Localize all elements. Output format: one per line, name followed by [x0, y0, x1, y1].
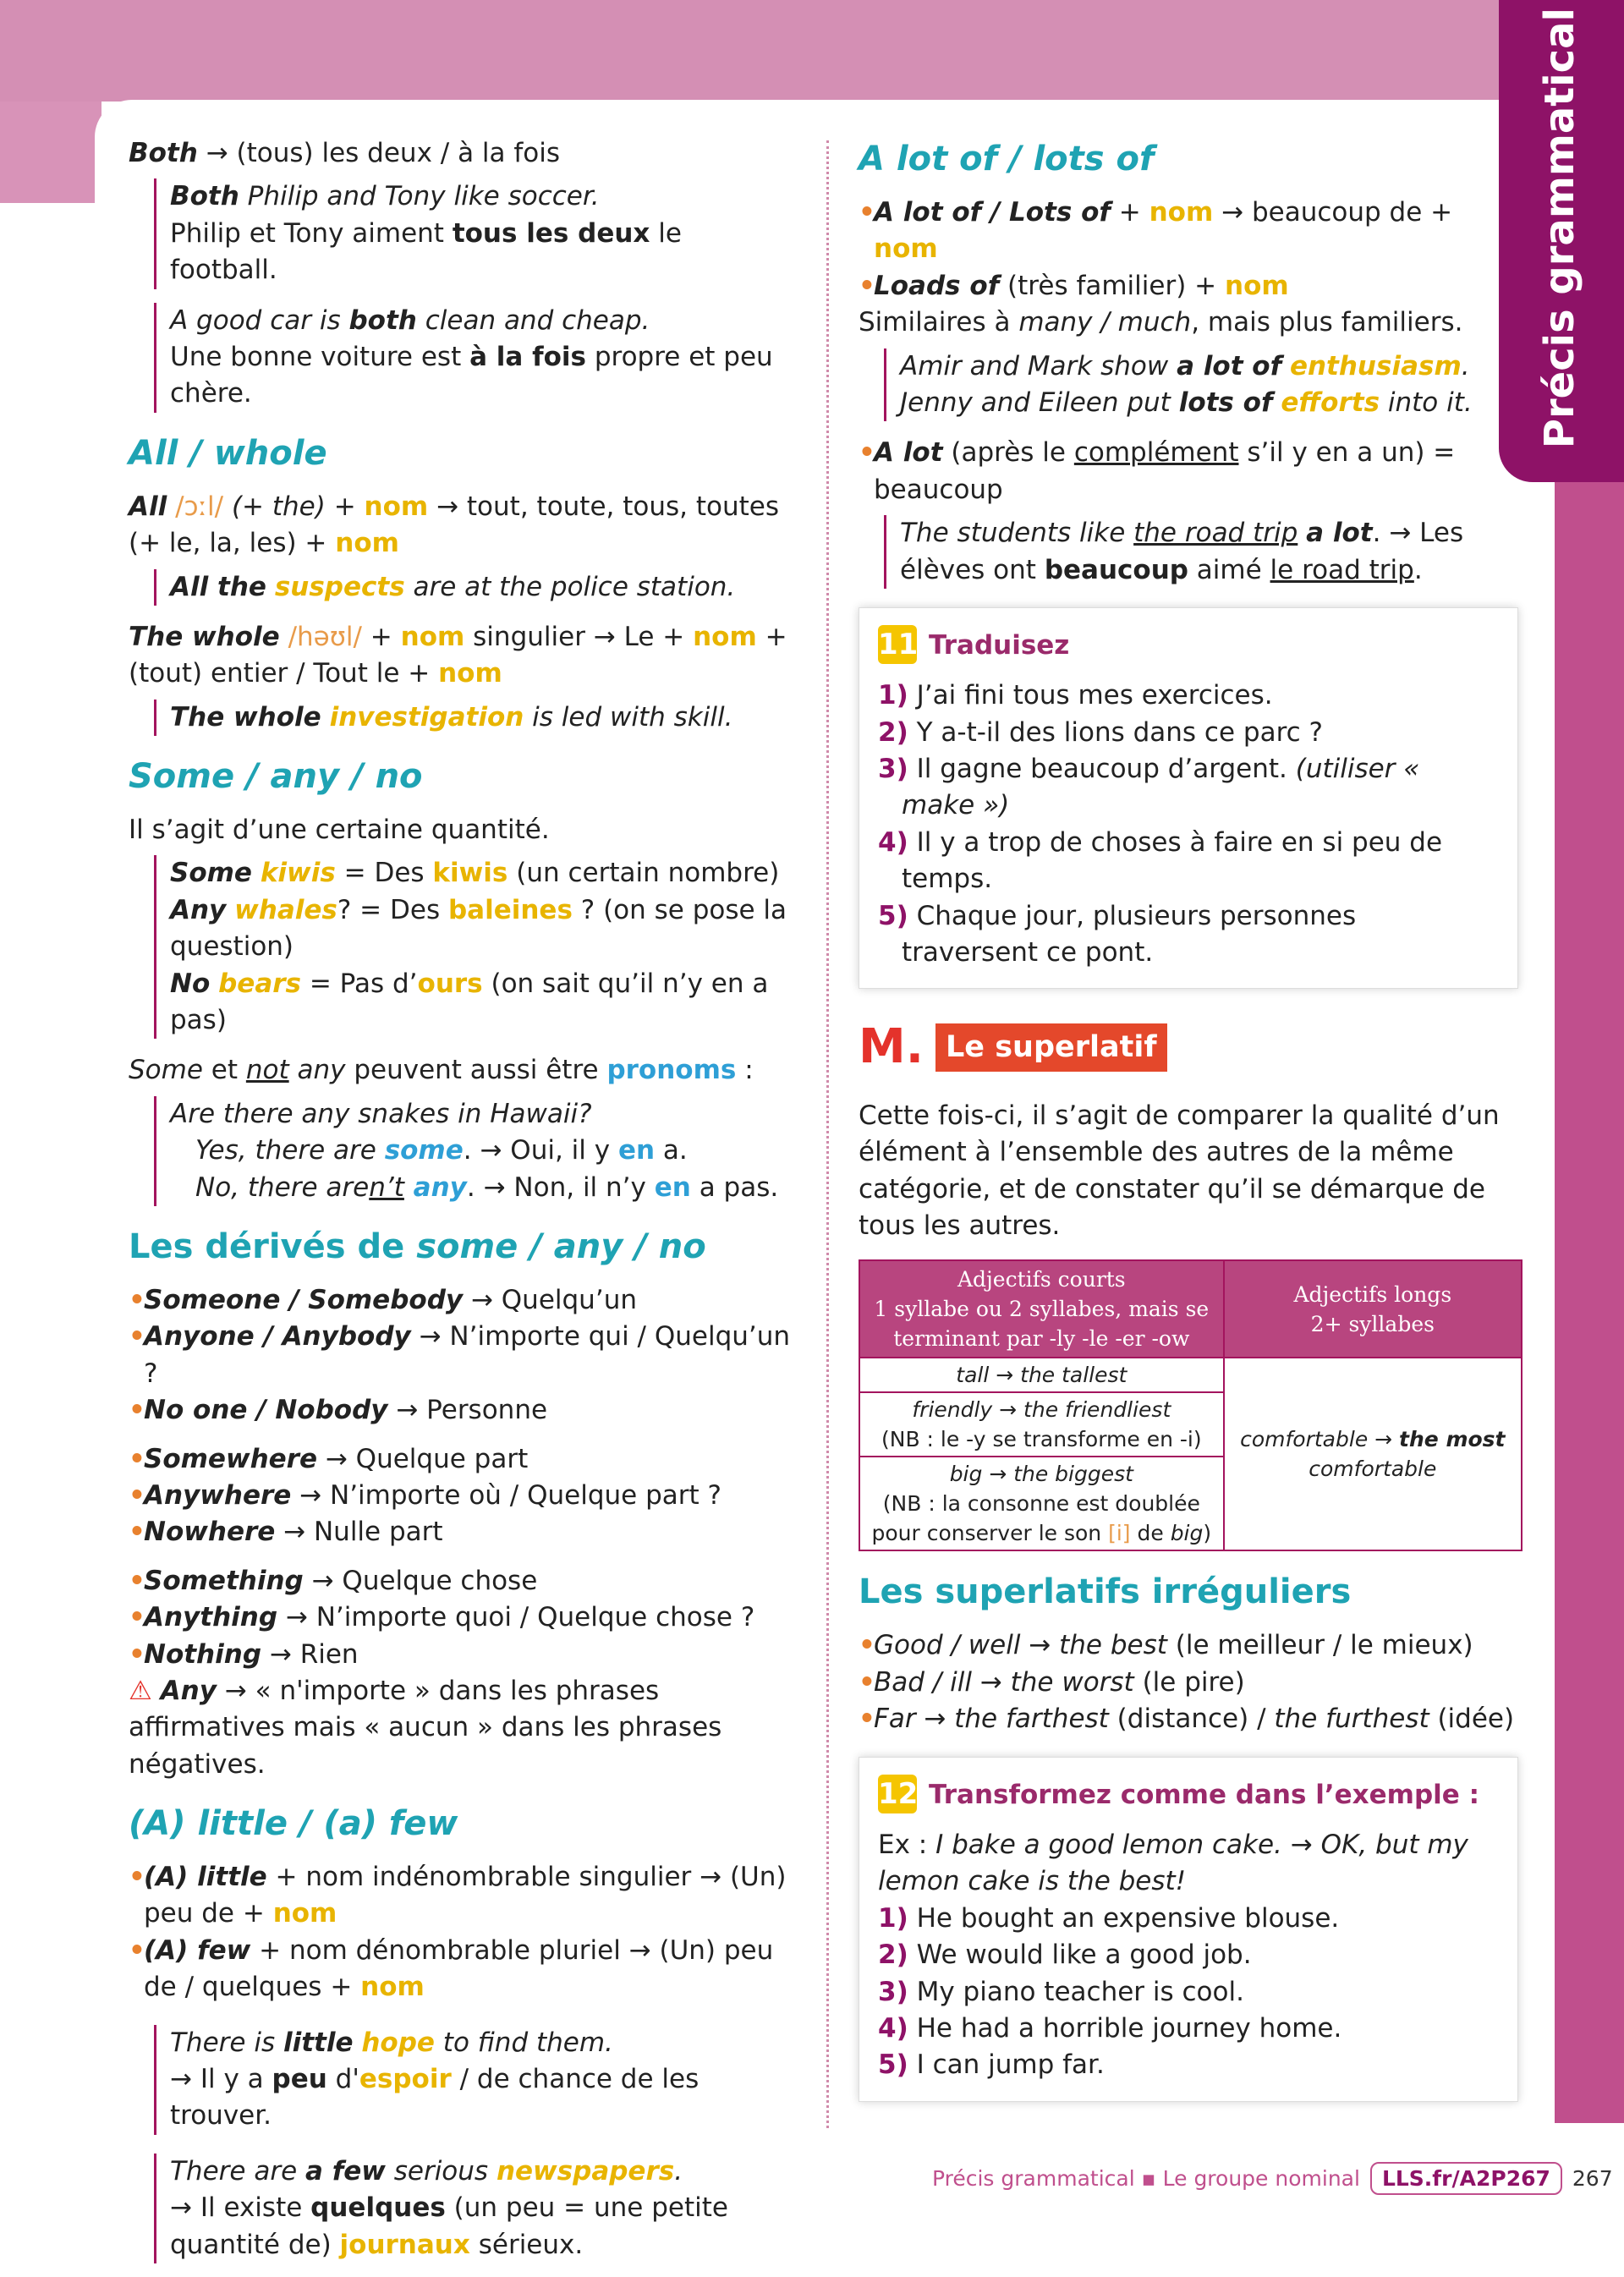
table-header-long: Adjectifs longs 2+ syllabes [1224, 1260, 1522, 1358]
exercise-11-title: 11 Traduisez [878, 625, 1499, 664]
list-item: • No one / Nobody → Personne [129, 1392, 797, 1429]
similar-note: Similaires à many / much, mais plus familiers. [859, 307, 1463, 338]
both-definition: Both → (tous) les deux / à la fois [129, 138, 561, 168]
top-banner [0, 0, 1506, 102]
exercise-item: 2) Y a-t-il des lions dans ce parc ? [878, 716, 1323, 748]
table-cell-long: comfortable → the most comfortable [1224, 1358, 1522, 1550]
pronouns-example: Are there any snakes in Hawaii? Yes, there are some. → Oui, il y en a. No, there aren’t any. → Non, il n’y en a pas. [154, 1096, 797, 1206]
list-item: • Anywhere → N’importe où / Quelque part ? [129, 1478, 797, 1514]
table-cell: big → the biggest (NB : la consonne est doublée pour conserver le son [i] de big) [859, 1457, 1224, 1550]
exercise-item: 5) I can jump far. [878, 2049, 1105, 2081]
exercise-item: 2) We would like a good job. [878, 1940, 1252, 1971]
warning-icon: ⚠ [129, 1675, 152, 1706]
a-lot-example: The students like the road trip a lot. → Les élèves ont beaucoup aimé le road trip. [884, 515, 1518, 589]
little-example: There is little hope to find them. → Il y a peu d'espoir / de chance de les trouver. [154, 2025, 797, 2135]
section-m-heading [859, 1014, 1518, 1080]
table-cell: tall → the tallest [859, 1358, 1224, 1392]
some-intro: Il s’agit d’une certaine quantité. [129, 815, 550, 846]
page-number: 267 [1572, 2166, 1613, 2191]
exercise-example: Ex : I bake a good lemon cake. → OK, but my lemon cake is the best! [878, 1829, 1468, 1897]
some-examples: Some kiwis = Des kiwis (un certain nombre) Any whales? = Des baleines ? (on se pose la question) No bears = Pas d’ours (on sait qu’il n’y en a pas) [154, 855, 797, 1039]
side-tab-label: Précis grammatical [1535, 7, 1583, 448]
both-example-2: A good car is both clean and cheap. Une bonne voiture est à la fois propre et peu chère. [154, 303, 797, 413]
warning-note: ⚠ Any → « n'importe » dans les phrases affirmatives mais « aucun » dans les phrases négatives. [129, 1675, 722, 1780]
exercise-number-badge: 12 [878, 1775, 917, 1813]
whole-example: The whole investigation is led with skill. [154, 700, 797, 736]
table-header-short: Adjectifs courts 1 syllabe ou 2 syllabes, mais se terminant par -ly -le -er -ow [859, 1260, 1224, 1358]
heading-irregular: Les superlatifs irréguliers [859, 1572, 1352, 1612]
side-strip [1555, 482, 1624, 2123]
list-item: • Someone / Somebody → Quelqu’un [129, 1282, 797, 1319]
list-item: • Anyone / Anybody → N’importe qui / Quelqu’un ? [129, 1319, 797, 1392]
footer-link-code[interactable]: LLS.fr/A2P267 [1370, 2162, 1562, 2195]
footer-chapter: Le groupe nominal [1162, 2166, 1360, 2191]
heading-a-lot-of: A lot of / lots of [859, 140, 1155, 178]
both-example-1: Both Philip and Tony like soccer. Philip et Tony aiment tous les deux le football. [154, 178, 797, 288]
list-item: • Nowhere → Nulle part [129, 1514, 797, 1550]
exercise-12 [859, 1757, 1518, 2102]
derives-list [129, 1282, 797, 1673]
exercise-item: 4) Il y a trop de choses à faire en si peu de temps. [878, 826, 1443, 895]
exercise-11 [859, 607, 1518, 990]
list-item: • Nothing → Rien [129, 1637, 797, 1673]
section-letter: M. [859, 1019, 924, 1075]
heading-little-few: (A) little / (a) few [129, 1804, 458, 1844]
page-footer [932, 2162, 1613, 2195]
superlative-intro: Cette fois-ci, il s’agit de comparer la qualité d’un élément à l’ensemble des autres de la même catégorie, et de constater qu’il se démarque de tous les autres. [859, 1100, 1500, 1241]
superlative-table [859, 1259, 1522, 1551]
heading-some-any-no: Some / any / no [129, 757, 423, 797]
whole-definition: The whole /həʊl/ + nom singulier → Le + nom + (tout) entier / Tout le + nom [129, 621, 787, 689]
list-item: • Somewhere → Quelque part [129, 1441, 797, 1478]
lot-examples: Amir and Mark show a lot of enthusiasm. Jenny and Eileen put lots of efforts into it. [884, 348, 1518, 422]
heading-derives: Les dérivés de some / any / no [129, 1226, 706, 1266]
list-item: • Loads of (très familier) + nom [859, 268, 1518, 305]
right-column [859, 135, 1518, 2121]
pronouns-note: Some et not any peuvent aussi être pronoms : [129, 1055, 754, 1086]
list-item: • Something → Quelque chose [129, 1563, 797, 1599]
few-example: There are a few serious newspapers. → Il existe quelques (un peu = une petite quantité de) journaux sérieux. [154, 2154, 797, 2263]
exercise-number-badge: 11 [878, 625, 917, 664]
all-definition: All /ɔːl/ (+ the) + nom → tout, toute, tous, toutes (+ le, la, les) + nom [129, 491, 780, 559]
few-definition: • (A) few + nom dénombrable pluriel → (Un) peu de / quelques + nom [129, 1933, 797, 2006]
list-item: • Good / well → the best (le meilleur / le mieux) [859, 1627, 1518, 1664]
exercise-item: 1) He bought an expensive blouse. [878, 1902, 1340, 1934]
footer-section: Précis grammatical [932, 2166, 1135, 2191]
all-example: All the suspects are at the police station. [154, 569, 797, 606]
exercise-item: 3) Il gagne beaucoup d’argent. (utiliser « make ») [878, 754, 1420, 821]
exercise-item: 4) He had a horrible journey home. [878, 2012, 1342, 2044]
footer-separator: ▪ [1141, 2166, 1156, 2191]
column-divider [826, 140, 829, 2128]
list-item: • Far → the farthest (distance) / the furthest (idée) [859, 1701, 1518, 1737]
little-definition: • (A) little + nom indénombrable singulier → (Un) peu de + nom [129, 1859, 797, 1933]
table-cell: friendly → the friendliest (NB : le -y se transforme en -i) [859, 1392, 1224, 1457]
left-column [129, 135, 797, 2277]
banner-corner [0, 102, 102, 203]
exercise-item: 3) My piano teacher is cool. [878, 1976, 1244, 2007]
list-item: • A lot (après le complément s’il y en a un) = beaucoup [859, 435, 1518, 508]
list-item: • Anything → N’importe quoi / Quelque chose ? [129, 1599, 797, 1636]
heading-all-whole: All / whole [129, 433, 327, 473]
section-title: Le superlatif [935, 1023, 1167, 1072]
exercise-item: 5) Chaque jour, plusieurs personnes traversent ce pont. [878, 900, 1357, 968]
list-item: • Bad / ill → the worst (le pire) [859, 1665, 1518, 1701]
list-item: • A lot of / Lots of + nom → beaucoup de + nom [859, 195, 1518, 268]
exercise-12-title: 12 Transformez comme dans l’exemple : [878, 1775, 1499, 1813]
exercise-item: 1) J’ai fini tous mes exercices. [878, 680, 1273, 711]
